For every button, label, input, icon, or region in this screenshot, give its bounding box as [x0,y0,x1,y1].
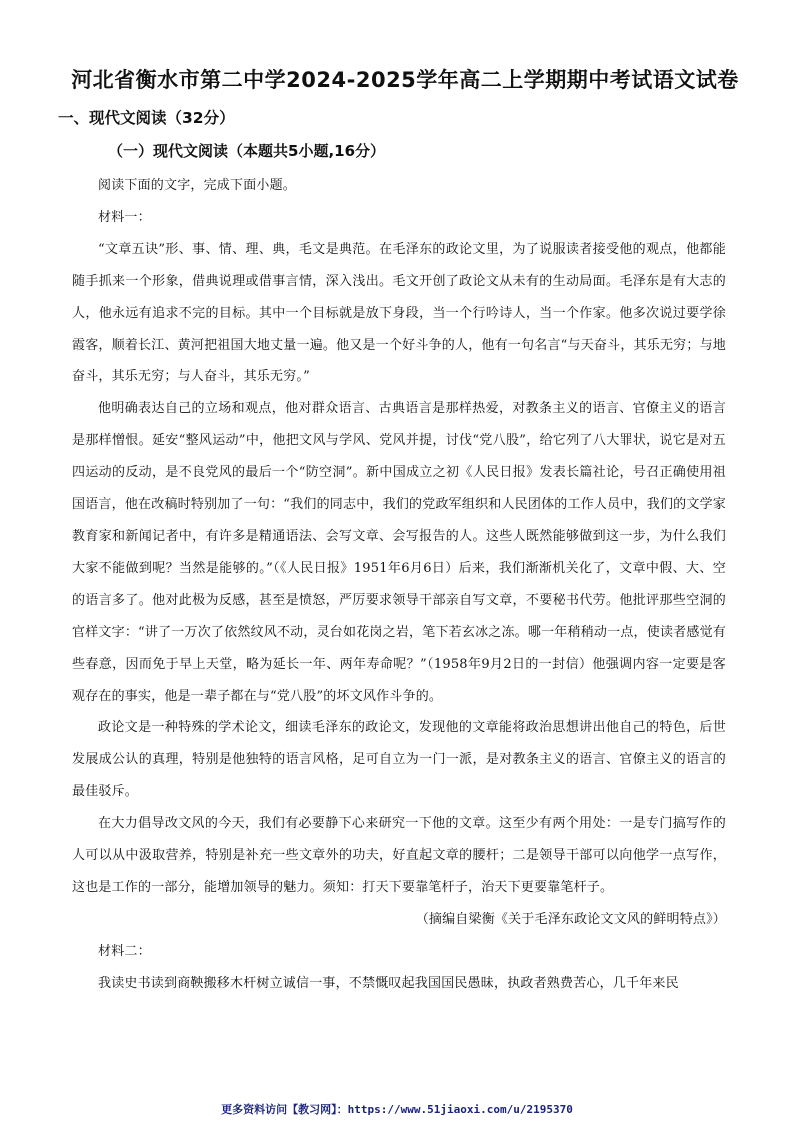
material-one-label: 材料一： [98,209,151,225]
material-two-label: 材料二： [98,943,151,959]
paragraph: 他明确表达自己的立场和观点，他对群众语言、古典语言是那样热爱，对教条主义的语言、官僚主义的语言是那样憎恨。延安“整风运动”中，他把文风与学风、党风并提，讨伐“党八股”，给它列了八大罪状，说它是对五四运动的反动，是不良党风的最后一个“防空洞”。新中国成立之初《人民日报》发表长篇社论，号召正确使用祖国语言，他在改稿时特别加了一句：“我们的同志中，我们的党政军组织和人民团体的工作人员中，我们的文学家教育家和新闻记者中，有许多是精通语法、会写文章、会写报告的人。这些人既然能够做到这一步，为什么我们大家不能做到呢？当然是能够的。”（《人民日报》1951年6月6日）后来，我们渐渐机关化了，文章中假、大、空的语言多了。他对此极为反感，甚至是愤怒，严厉要求领导干部亲自写文章，不要秘书代劳。他批评那些空洞的官样文字：“讲了一万次了依然纹风不动，灵台如花岗之岩，笔下若玄冰之冻。哪一年稍稍动一点，使读者感觉有些春意，因而免于早上天堂，略为延长一年、两年寿命呢？”（1958年9月2日的一封信）他强调内容一定要是客观存在的事实，他是一辈子都在与“党八股”的坏文风作斗争的。 [72,401,726,704]
reading-passage [72,170,726,1000]
instruction-text: 阅读下面的文字，完成下面小题。 [98,178,297,193]
exam-title: 河北省衡水市第二中学2024-2025学年高二上学期期中考试语文试卷 [71,68,739,92]
paragraph: “文章五诀”形、事、情、理、典，毛文是典范。在毛泽东的政论文里，为了说服读者接受他的观点，他都能随手抓来一个形象，借典说理或借事言情，深入浅出。毛文开创了政论文从未有的生动局面。毛泽东是有大志的人，他永远有追求不完的目标。其中一个目标就是放下身段，当一个行吟诗人，当一个作家。他多次说过要学徐霞客，顺着长江、黄河把祖国大地丈量一遍。他又是一个好斗争的人，他有一句名言“与天奋斗，其乐无穷；与地奋斗，其乐无穷；与人奋斗，其乐无穷。” [72,241,726,385]
subsection-heading: （一）现代文阅读（本题共5小题,16分） [108,142,386,160]
paragraph: 在大力倡导改文风的今天，我们有必要静下心来研究一下他的文章。这至少有两个用处：一是专门搞写作的人可以从中汲取营养，特别是补充一些文章外的功夫，好直起文章的腰杆；二是领导干部可以向他学一点写作，这也是工作的一部分，能增加领导的魅力。须知：打天下要靠笔杆子，治天下更要靠笔杆子。 [72,816,726,895]
paragraph: 政论文是一种特殊的学术论文，细读毛泽东的政论文，发现他的文章能将政治思想讲出他自己的特色，后世发展成公认的真理，特别是他独特的语言风格，足可自立为一门一派，是对教条主义的语言、官僚主义的语言的最佳驳斥。 [72,720,726,800]
source-citation: （摘编自梁衡《关于毛泽东政论文文风的鲜明特点》） [415,911,726,927]
footer-link[interactable]: 更多资料访问【教习网】：https://www.51jiaoxi.com/u/2195370 [221,1103,573,1116]
paragraph: 我读史书读到商鞅搬移木杆树立诚信一事，不禁慨叹起我国国民愚昧，执政者熟费苦心，几千年来民 [98,975,679,991]
section-heading: 一、现代文阅读（32分） [58,109,235,127]
